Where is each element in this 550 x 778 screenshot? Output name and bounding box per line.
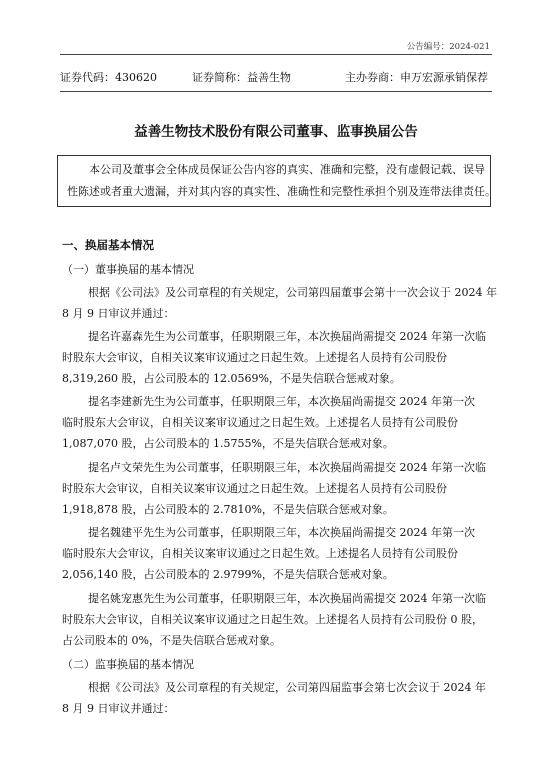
security-name: 证券简称：益善生物	[192, 71, 291, 84]
sponsor-broker: 主办券商：申万宏源承销保荐	[345, 71, 488, 84]
paragraph-line: 占公司股本的 0%，不是失信联合惩戒对象。	[62, 634, 281, 647]
paragraph-line: 提名魏建平先生为公司董事，任职期限三年，本次换届尚需提交 2024 年第一次	[88, 526, 475, 539]
paragraph-line: 临时股东大会审议，自相关议案审议通过之日起生效。上述提名人员持有公司股份	[62, 416, 458, 429]
subsection-heading: （二）监事换届的基本情况	[62, 658, 194, 671]
disclaimer-box	[57, 155, 496, 207]
paragraph-line: 时股东大会审议，自相关议案审议通过之日起生效。上述提名人员持有公司股份	[62, 351, 447, 364]
paragraph-line: 1,918,878 股，占公司股本的 2.7810%，不是失信联合惩戒对象。	[62, 503, 394, 516]
paragraph-line: 提名许嘉森先生为公司董事，任职期限三年，本次换届尚需提交 2024 年第一次临	[88, 330, 486, 343]
disclaimer-line: 性陈述或者重大遗漏，并对其内容的真实性、准确性和完整性承担个别及连带法律责任。	[67, 185, 496, 198]
paragraph-line: 提名姚宠惠先生为公司董事，任职期限三年，本次换届尚需提交 2024 年第一次临	[88, 592, 486, 605]
paragraph-line: 提名卢文荣先生为公司董事，任职期限三年，本次换届尚需提交 2024 年第一次临	[88, 461, 486, 474]
header-rule-bottom	[60, 91, 492, 92]
paragraph-line: 8 月 9 日审议并通过：	[62, 702, 175, 715]
paragraph-line: 8 月 9 日审议并通过：	[62, 307, 175, 320]
paragraph-line: 1,087,070 股，占公司股本的 1.5755%，不是失信联合惩戒对象。	[62, 437, 394, 450]
section-heading: 一、换届基本情况	[62, 238, 154, 252]
subsection-heading: （一）董事换届的基本情况	[62, 263, 194, 276]
security-info-row	[60, 69, 492, 83]
paragraph-line: 时股东大会审议，自相关议案审议通过之日起生效。上述提名人员持有公司股份 0 股，	[62, 613, 483, 626]
paragraph-line: 提名李建新先生为公司董事，任职期限三年，本次换届尚需提交 2024 年第一次	[88, 395, 475, 408]
document-title: 益善生物技术股份有限公司董事、监事换届公告	[134, 124, 418, 140]
security-code: 证券代码：430620	[60, 71, 157, 84]
paragraph-line: 8,319,260 股，占公司股本的 12.0569%，不是失信联合惩戒对象。	[62, 372, 401, 385]
disclaimer-line: 本公司及董事会全体成员保证公告内容的真实、准确和完整，没有虚假记载、误导	[89, 163, 485, 176]
paragraph-line: 临时股东大会审议，自相关议案审议通过之日起生效。上述提名人员持有公司股份	[62, 547, 458, 560]
paragraph-line: 根据《公司法》及公司章程的有关规定，公司第四届董事会第十一次会议于 2024 年	[88, 286, 497, 299]
paragraph-line: 时股东大会审议，自相关议案审议通过之日起生效。上述提名人员持有公司股份	[62, 482, 447, 495]
paragraph-line: 2,056,140 股，占公司股本的 2.9799%，不是失信联合惩戒对象。	[62, 568, 394, 581]
header-rule-top	[60, 54, 492, 55]
announcement-number: 公告编号：2024-021	[406, 42, 490, 52]
paragraph-line: 根据《公司法》及公司章程的有关规定，公司第四届监事会第七次会议于 2024 年	[88, 681, 486, 694]
